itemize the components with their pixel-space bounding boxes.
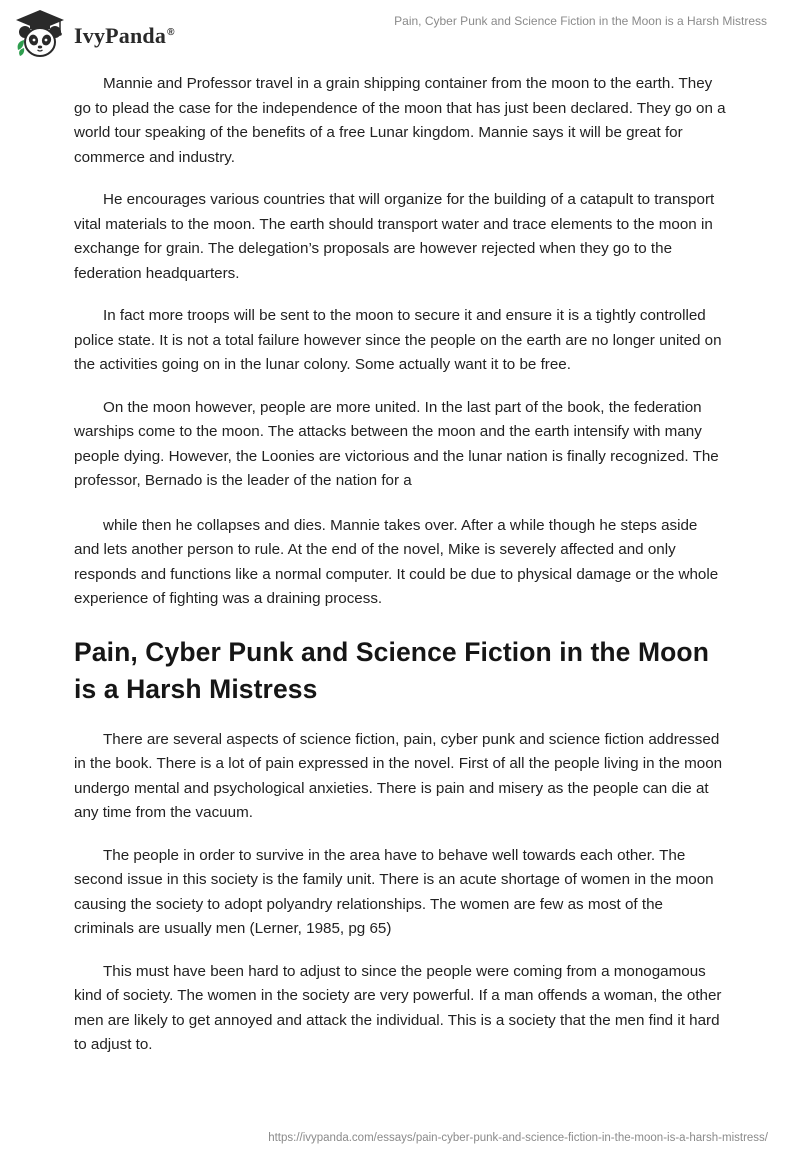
paragraph: Mannie and Professor travel in a grain shipping container from the moon to the earth. They go to plead the case for the independence of the moon that has just been declared. They go on a world tour speaking of the benefits of a free Lunar kingdom. Mannie says it will be great for commerce and industry. [74, 75, 726, 166]
logo-wordmark [74, 23, 175, 49]
paragraph: while then he collapses and dies. Mannie takes over. After a while though he steps aside and lets another person to rule. At the end of the novel, Mike is severely affected and only responds and functions like a normal computer. It could be due to physical damage or the whole experience of fighting was a draining process. [74, 516, 719, 607]
logo-brand-text: IvyPanda [74, 23, 167, 48]
paragraph: The people in order to survive in the area have to behave well towards each other. The second issue in this society is the family unit. There is an acute shortage of women in the moon causing the society to adopt polyandry relationships. The women are few as most of the criminals are usually men (Lerner, 1985, pg 65) [74, 846, 714, 937]
paragraph: In fact more troops will be sent to the moon to secure it and ensure it is a tightly controlled police state. It is not a total failure however since the people on the earth are no longer united on the activities going on in the lunar colony. Some actually want it to be free. [74, 307, 722, 373]
essay-content [74, 72, 726, 1058]
source-url: https://ivypanda.com/essays/pain-cyber-punk-and-science-fiction-in-the-moon-is-a-harsh-mistress/ [268, 1132, 768, 1144]
running-title: Pain, Cyber Punk and Science Fiction in the Moon is a Harsh Mistress [394, 14, 767, 28]
ivypanda-logo[interactable] [12, 6, 175, 62]
paragraph: On the moon however, people are more united. In the last part of the book, the federation warships come to the moon. The attacks between the moon and the earth intensify with many people dying. However, the Loonies are victorious and the lunar nation is finally recognized. The professor, Bernado is the leader of the nation for a [74, 398, 719, 489]
registered-mark: ® [167, 26, 175, 38]
paragraph: He encourages various countries that will organize for the building of a catapult to transport vital materials to the moon. The earth should transport water and trace elements to the moon in exchange for grain. The delegation’s proposals are however rejected when they go to the federation headquarters. [74, 191, 715, 282]
section-heading: Pain, Cyber Punk and Science Fiction in the Moon is a Harsh Mistress [74, 636, 710, 704]
paragraph: There are several aspects of science fiction, pain, cyber punk and science fiction addressed in the book. There is a lot of pain expressed in the novel. First of all the people living in the moon undergo mental and psychological anxieties. There is pain and misery as the people can die at any time from the vacuum. [74, 730, 723, 821]
page-header [0, 0, 800, 64]
paragraph: This must have been hard to adjust to since the people were coming from a monogamous kind of society. The women in the society are very powerful. If a man offends a woman, the other men are likely to get annoyed and attack the individual. This is a society that the men find it hard to adjust to. [74, 962, 722, 1053]
panda-graduate-icon [12, 6, 68, 62]
